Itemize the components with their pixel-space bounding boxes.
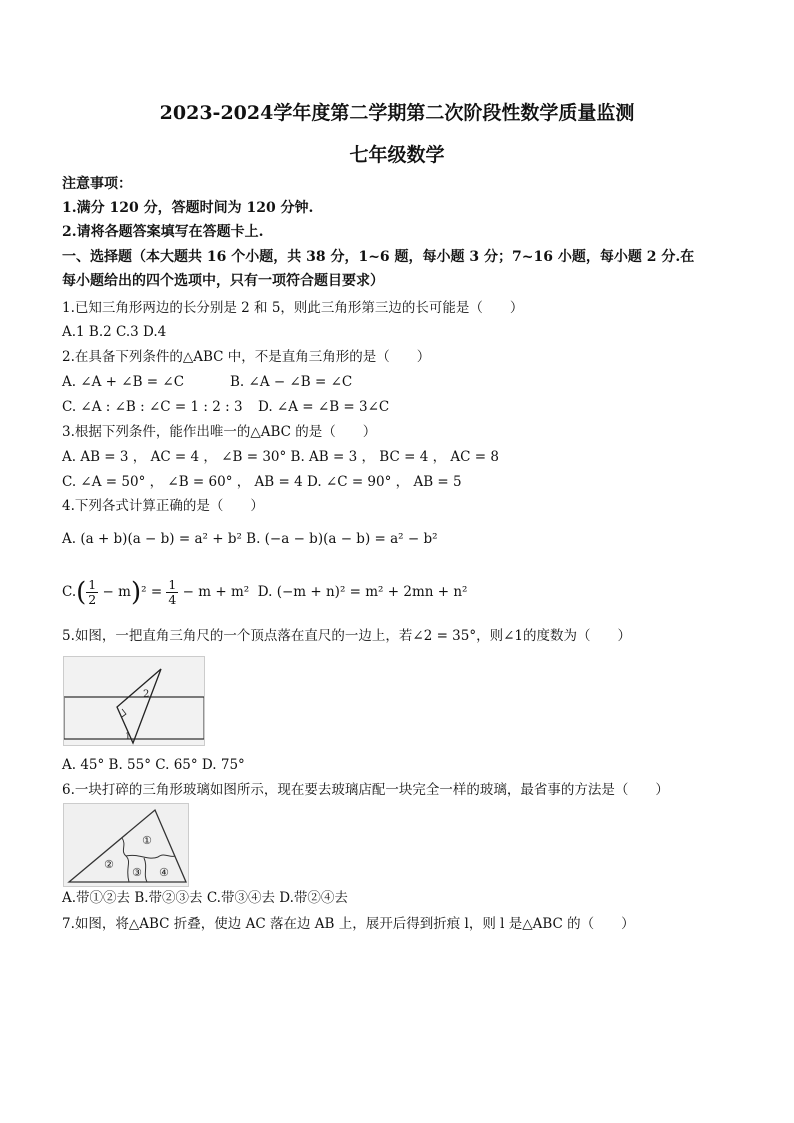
q4-c-rest: − m + m² xyxy=(182,584,250,600)
q2-option-a: A. ∠A + ∠B = ∠C xyxy=(62,374,185,390)
q6-piece-2-label: ② xyxy=(104,858,114,871)
q4-c-prefix: C. xyxy=(62,584,77,600)
q1-options: A.1 B.2 C.3 D.4 xyxy=(62,324,167,340)
section1-heading-line1: 一、选择题（本大题共 16 个小题，共 38 分，1~6 题，每小题 3 分；7~16 小题，每小题 2 分.在 xyxy=(62,249,695,265)
q5-options: A. 45° B. 55° C. 65° D. 75° xyxy=(62,757,245,773)
notes-heading: 注意事项： xyxy=(62,176,132,192)
q5-ruler-triangle-figure xyxy=(63,656,205,746)
q4-stem: 4.下列各式计算正确的是（ ） xyxy=(62,498,264,514)
q5-stem: 5.如图，一把直角三角尺的一个顶点落在直尺的一边上，若∠2 = 35°，则∠1的度数为（ ） xyxy=(62,628,632,644)
q1-stem: 1.已知三角形两边的长分别是 2 和 5，则此三角形第三边的长可能是（ ） xyxy=(62,300,524,316)
note-item-1: 1.满分 120 分，答题时间为 120 分钟. xyxy=(62,200,314,216)
q6-piece-1-label: ① xyxy=(142,834,152,847)
q4-c-equals: ² = xyxy=(141,584,163,600)
q4-c-fraction-quarter: $\frac{1}{4}$ xyxy=(168,577,177,607)
q4-options-cd: C.( $\frac{1}{2}$ − m)² = $\frac{1}{4}$ − m + m² D. (−m + n)² = m² + 2mn + n² xyxy=(62,577,468,608)
q3-options-cd: C. ∠A = 50° ， ∠B = 60° ， AB = 4 D. ∠C = 90° ， AB = 5 xyxy=(62,474,462,490)
q2-stem: 2.在具备下列条件的△ABC 中，不是直角三角形的是（ ） xyxy=(62,349,431,365)
q2-option-d: D. ∠A = ∠B = 3∠C xyxy=(258,399,390,415)
section1-heading-line2: 每小题给出的四个选项中，只有一项符合题目要求） xyxy=(62,273,384,289)
q5-angle-2-label: 2 xyxy=(143,689,150,700)
q6-stem: 6.一块打碎的三角形玻璃如图所示，现在要去玻璃店配一块完全一样的玻璃，最省事的方法是（ ） xyxy=(62,782,669,798)
broken-triangle-diagram xyxy=(64,804,188,886)
q7-stem: 7.如图，将△ABC 折叠，使边 AC 落在边 AB 上，展开后得到折痕 l，则 l 是△ABC 的（ ） xyxy=(62,916,635,932)
q3-options-ab: A. AB = 3 ， AC = 4 ， ∠B = 30° B. AB = 3 ， BC = 4 ， AC = 8 xyxy=(62,449,499,465)
q3-stem: 3.根据下列条件，能作出唯一的△ABC 的是（ ） xyxy=(62,424,377,440)
q6-piece-3-label: ③ xyxy=(132,866,142,879)
q6-broken-glass-figure xyxy=(63,803,189,887)
q4-option-d: D. (−m + n)² = m² + 2mn + n² xyxy=(257,584,468,600)
q4-options-ab: A. (a + b)(a − b) = a² + b² B. (−a − b)(a − b) = a² − b² xyxy=(62,531,438,547)
exam-title: 2023-2024学年度第二学期第二次阶段性数学质量监测 xyxy=(159,102,635,124)
q6-piece-4-label: ④ xyxy=(159,866,169,879)
exam-subtitle: 七年级数学 xyxy=(349,144,445,166)
q4-c-minus-m: − m xyxy=(102,584,131,600)
q6-options: A.带①②去 B.带②③去 C.带③④去 D.带②④去 xyxy=(62,890,348,906)
note-item-2: 2.请将各题答案填写在答题卡上. xyxy=(62,224,264,240)
q2-option-b: B. ∠A − ∠B = ∠C xyxy=(230,374,353,390)
q4-c-fraction-half: $\frac{1}{2}$ xyxy=(88,577,97,607)
q2-option-c: C. ∠A : ∠B : ∠C = 1 : 2 : 3 xyxy=(62,399,243,415)
ruler-triangle-diagram xyxy=(64,657,204,745)
q5-angle-1-label: 1 xyxy=(125,732,131,742)
